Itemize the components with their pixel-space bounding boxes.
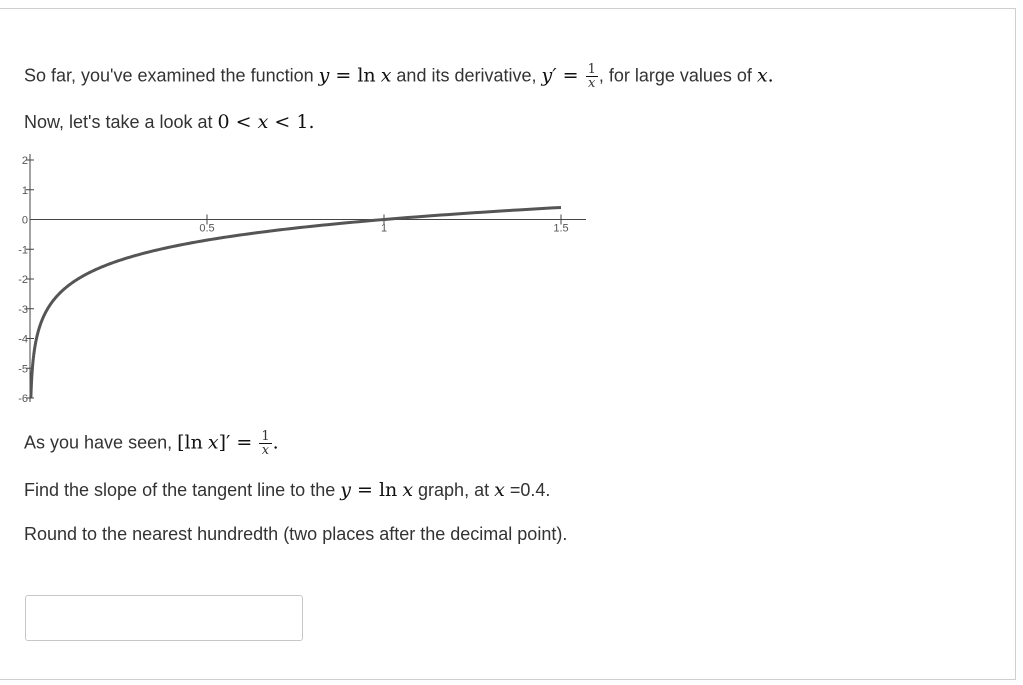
fraction-one-over-x xyxy=(586,63,598,90)
y-tick-label: -2 xyxy=(18,274,28,286)
y-tick-label: -6 xyxy=(18,393,28,405)
round-line xyxy=(24,522,567,546)
math-ln: ln xyxy=(357,64,376,87)
math-eq: = xyxy=(230,431,259,454)
math-eq: = xyxy=(350,479,379,501)
task-text: Find the slope of the tangent line to the xyxy=(24,480,341,500)
math-y: y xyxy=(340,479,351,501)
math-range-left: 0 < xyxy=(217,111,258,133)
math-ln: ln xyxy=(378,479,398,501)
intro-post-text: , for large values of xyxy=(598,65,757,86)
math-eq: = xyxy=(329,64,358,87)
fraction-one-over-x xyxy=(259,430,271,457)
period: . xyxy=(272,431,279,454)
ln-graph xyxy=(18,150,594,410)
math-eq: = xyxy=(556,64,585,87)
math-y: y xyxy=(318,64,330,87)
bracket-close-prime: ]′ xyxy=(218,431,231,454)
fraction-denominator: x xyxy=(588,76,596,91)
math-x: x xyxy=(380,64,392,87)
y-tick-label: -3 xyxy=(18,303,28,316)
period: . xyxy=(308,111,315,133)
math-yprime: y′ xyxy=(541,64,557,87)
intro-text: So far, you've examined the function xyxy=(24,65,319,86)
math-ln: ln xyxy=(184,431,203,454)
y-tick-label: -1 xyxy=(18,244,28,257)
y-tick-label: 2 xyxy=(21,155,28,167)
math-x: x xyxy=(402,479,414,501)
graph-axes xyxy=(30,154,586,402)
fraction-numerator: 1 xyxy=(587,62,596,77)
y-tick-label: 0 xyxy=(21,214,28,227)
graph-curve xyxy=(31,207,561,398)
round-text: Round to the nearest hundredth (two places after the decimal point). xyxy=(24,524,568,544)
task-line xyxy=(24,478,550,502)
ln-curve xyxy=(31,207,561,397)
bracket-open: [ xyxy=(177,431,185,454)
fraction-denominator: x xyxy=(261,443,270,458)
task-mid-text: graph, at xyxy=(413,480,495,500)
intro-mid-text: and its derivative, xyxy=(391,65,542,86)
math-x: x xyxy=(756,64,768,87)
y-tick-label: -5 xyxy=(18,363,28,376)
y-tick-label: 1 xyxy=(21,184,28,197)
task-value-text: =0.4. xyxy=(504,480,551,500)
answer-input[interactable] xyxy=(25,595,303,641)
graph-ticks xyxy=(18,155,568,405)
math-x: x xyxy=(207,431,219,454)
intro-line xyxy=(24,63,774,90)
math-range-right: < 1 xyxy=(268,111,309,133)
range-text: Now, let's take a look at xyxy=(24,112,218,132)
seen-text: As you have seen, xyxy=(24,432,178,453)
x-tick-label: 1 xyxy=(380,222,388,235)
seen-line xyxy=(24,430,279,457)
fraction-numerator: 1 xyxy=(261,429,270,444)
period: . xyxy=(767,64,774,87)
x-tick-label: 0.5 xyxy=(199,222,215,235)
math-x: x xyxy=(494,479,505,501)
x-tick-label: 1.5 xyxy=(553,222,569,235)
math-x: x xyxy=(257,111,269,133)
range-line xyxy=(24,110,315,134)
y-tick-label: -4 xyxy=(18,333,28,346)
